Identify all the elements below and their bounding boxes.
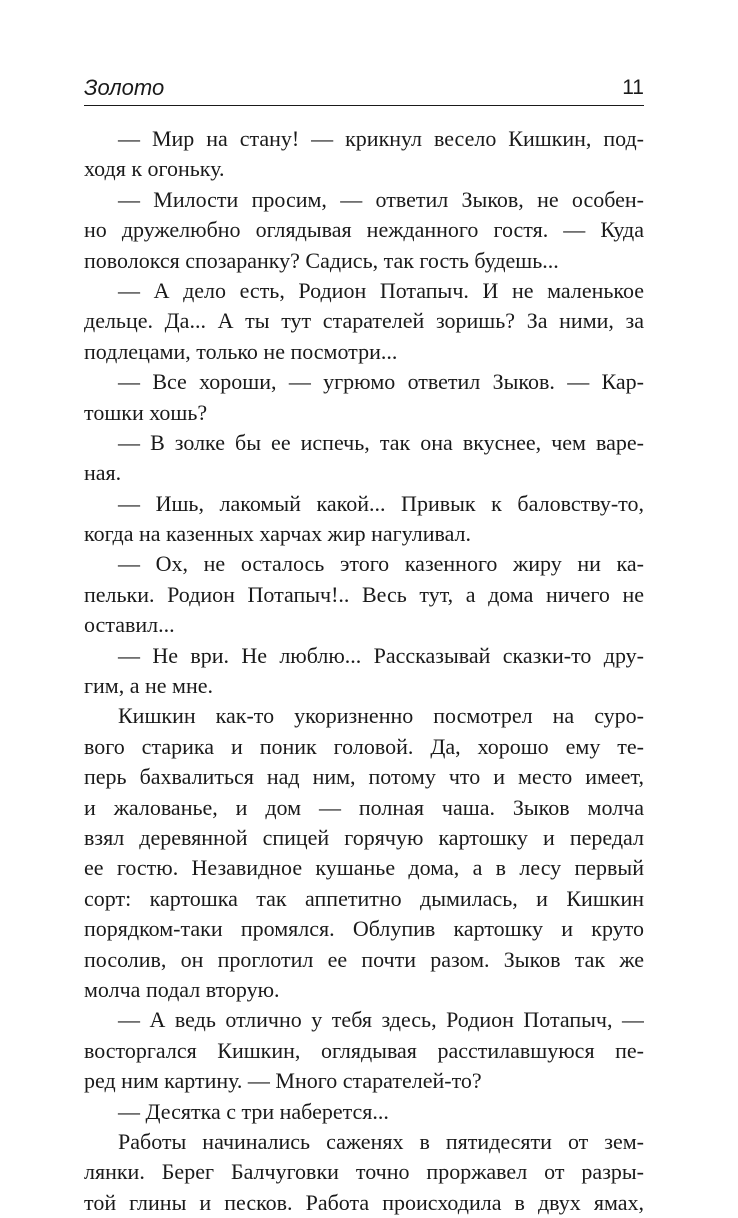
text-line: гим, а не мне. bbox=[84, 673, 213, 699]
text-line: когда на казенных харчах жир нагуливал. bbox=[84, 521, 472, 547]
text-line: оставил... bbox=[84, 612, 175, 638]
text-line: пельки. Родион Потапыч!.. Весь тут, а дома ничего не bbox=[84, 581, 644, 607]
text-line: той глины и песков. Работа происходила в двух ямах, bbox=[84, 1189, 644, 1215]
text-line: ее гостю. Незавидное кушанье дома, а в лесу первый bbox=[84, 855, 644, 881]
header-rule bbox=[84, 105, 644, 106]
text-line: — В золке бы ее испечь, так она вкуснее, чем варе- bbox=[118, 429, 644, 455]
text-line: и жалованье, и дом — полная чаша. Зыков молча bbox=[84, 794, 644, 820]
text-body bbox=[84, 124, 644, 1218]
text-line: — Не ври. Не люблю... Рассказывай сказки-то дру- bbox=[118, 642, 644, 668]
text-line: посолив, он проглотил ее почти разом. Зыков так же bbox=[84, 946, 644, 972]
text-line: — Ох, не осталось этого казенного жиру ни ка- bbox=[118, 551, 644, 577]
text-line: ред ним картину. — Много старателей-то? bbox=[84, 1068, 482, 1094]
text-line: — Десятка с три наберется... bbox=[118, 1098, 389, 1124]
text-line: ходя к огоньку. bbox=[84, 156, 225, 182]
text-line: лянки. Берег Балчуговки точно проржавел от разры- bbox=[84, 1159, 644, 1185]
running-title: Золото bbox=[84, 75, 165, 100]
text-line: но дружелюбно оглядывая нежданного гостя. — Куда bbox=[84, 217, 644, 243]
text-line: сорт: картошка так аппетитно дымилась, и Кишкин bbox=[84, 885, 644, 911]
text-line: восторгался Кишкин, оглядывая расстилавшуюся пе- bbox=[84, 1037, 644, 1063]
text-line: перь бахвалиться над ним, потому что и место имеет, bbox=[84, 764, 644, 790]
text-line: — Мир на стану! — крикнул весело Кишкин, под- bbox=[118, 126, 644, 151]
text-line: подлецами, только не посмотри... bbox=[84, 338, 398, 364]
text-line: Кишкин как-то укоризненно посмотрел на суро- bbox=[118, 703, 644, 729]
text-line: — Милости просим, — ответил Зыков, не особен- bbox=[118, 186, 644, 212]
text-line: поволокся спозаранку? Садись, так гость будешь... bbox=[84, 247, 559, 273]
text-line: дельце. Да... А ты тут старателей зоришь? За ними, за bbox=[84, 308, 644, 334]
text-line: молча подал вторую. bbox=[84, 976, 280, 1002]
text-line: — Все хороши, — угрюмо ответил Зыков. — Кар- bbox=[118, 369, 644, 395]
text-line: — А дело есть, Родион Потапыч. И не маленькое bbox=[118, 277, 644, 303]
text-line: Работы начинались саженях в пятидесяти от зем- bbox=[118, 1128, 644, 1154]
text-line: тошки хошь? bbox=[84, 399, 208, 425]
text-line: порядком-таки промялся. Облупив картошку и круто bbox=[84, 916, 644, 942]
page-number: 11 bbox=[622, 76, 644, 99]
text-line: взял деревянной спицей горячую картошку и передал bbox=[84, 824, 644, 850]
text-line: — Ишь, лакомый какой... Привык к баловству-то, bbox=[118, 490, 644, 516]
text-line: — А ведь отлично у тебя здесь, Родион Потапыч, — bbox=[118, 1007, 644, 1033]
text-line: вого старика и поник головой. Да, хорошо ему те- bbox=[84, 733, 644, 759]
text-line: ная. bbox=[84, 460, 122, 486]
running-header bbox=[84, 74, 644, 104]
